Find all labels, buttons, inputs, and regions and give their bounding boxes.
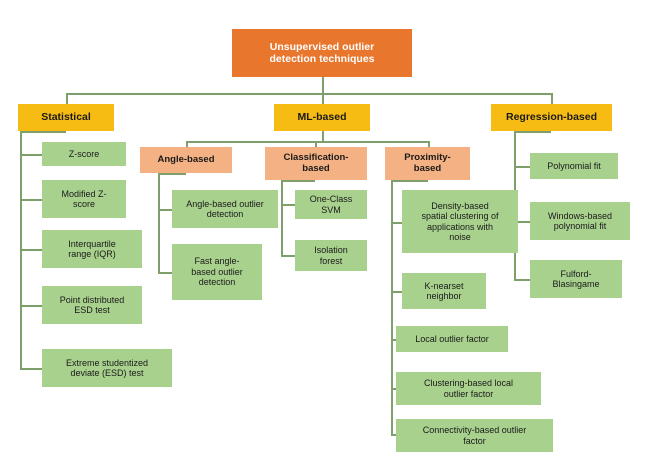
- node-proximity-based[interactable]: Proximity- based: [385, 147, 470, 180]
- node-polynomial-fit[interactable]: Polynomial fit: [530, 153, 618, 179]
- connector-regression-up: [551, 93, 553, 104]
- connector-classification-stub-2: [281, 255, 295, 257]
- connector-proximity-spine: [391, 180, 393, 434]
- connector-regression-stub-1: [514, 166, 530, 168]
- node-angle-based-outlier-detection[interactable]: Angle-based outlier detection: [172, 190, 278, 228]
- connector-angle-stub-1: [158, 209, 172, 211]
- connector-classification-spine: [281, 180, 283, 255]
- node-angle-based[interactable]: Angle-based: [140, 147, 232, 173]
- connector-root-horizontal: [66, 93, 552, 95]
- connector-statistical-stub-5: [20, 368, 42, 370]
- connector-proximity-stub-1: [391, 222, 402, 224]
- node-fulford-blasingame[interactable]: Fulford- Blasingame: [530, 260, 622, 298]
- connector-classification-top: [281, 180, 315, 182]
- node-statistical[interactable]: Statistical: [18, 104, 114, 131]
- node-modified-z-score[interactable]: Modified Z- score: [42, 180, 126, 218]
- node-interquartile-range[interactable]: Interquartile range (IQR): [42, 230, 142, 268]
- connector-proximity-top: [391, 180, 428, 182]
- connector-classification-stub-1: [281, 204, 295, 206]
- connector-statistical-up: [66, 93, 68, 104]
- connector-proximity-stub-2: [391, 291, 402, 293]
- node-dbscan[interactable]: Density-based spatial clustering of applications with noise: [402, 190, 518, 253]
- node-ml-based[interactable]: ML-based: [274, 104, 370, 131]
- connector-angle-stub-2: [158, 272, 172, 274]
- node-z-score[interactable]: Z-score: [42, 142, 126, 166]
- connector-root-down: [322, 77, 324, 93]
- connector-angle-top: [158, 173, 186, 175]
- connector-angle-spine: [158, 173, 160, 272]
- node-root[interactable]: Unsupervised outlier detection techniques: [232, 29, 412, 77]
- node-one-class-svm[interactable]: One-Class SVM: [295, 190, 367, 219]
- node-fast-angle-based-outlier-detection[interactable]: Fast angle- based outlier detection: [172, 244, 262, 300]
- node-windows-based-polynomial-fit[interactable]: Windows-based polynomial fit: [530, 202, 630, 240]
- node-extreme-studentized-deviate-test[interactable]: Extreme studentized deviate (ESD) test: [42, 349, 172, 387]
- connector-statistical-stub-4: [20, 305, 42, 307]
- connector-regression-top: [514, 131, 551, 133]
- node-regression-based[interactable]: Regression-based: [491, 104, 612, 131]
- connector-ml-horizontal: [186, 141, 428, 143]
- connector-regression-down: [514, 131, 516, 166]
- node-point-distributed-esd-test[interactable]: Point distributed ESD test: [42, 286, 142, 324]
- connector-statistical-stub-1: [20, 154, 42, 156]
- node-knn[interactable]: K-nearset neighbor: [402, 273, 486, 309]
- connector-statistical-stub-2: [20, 199, 42, 201]
- connector-ml-up: [322, 93, 324, 104]
- node-classification-based[interactable]: Classification- based: [265, 147, 367, 180]
- node-local-outlier-factor[interactable]: Local outlier factor: [396, 326, 508, 352]
- connector-regression-stub-3: [514, 279, 530, 281]
- connector-statistical-top: [20, 131, 66, 133]
- connector-statistical-stub-3: [20, 249, 42, 251]
- node-connectivity-based-outlier-factor[interactable]: Connectivity-based outlier factor: [396, 419, 553, 452]
- connector-ml-down: [322, 131, 324, 141]
- node-isolation-forest[interactable]: Isolation forest: [295, 240, 367, 271]
- node-clustering-based-local-outlier-factor[interactable]: Clustering-based local outlier factor: [396, 372, 541, 405]
